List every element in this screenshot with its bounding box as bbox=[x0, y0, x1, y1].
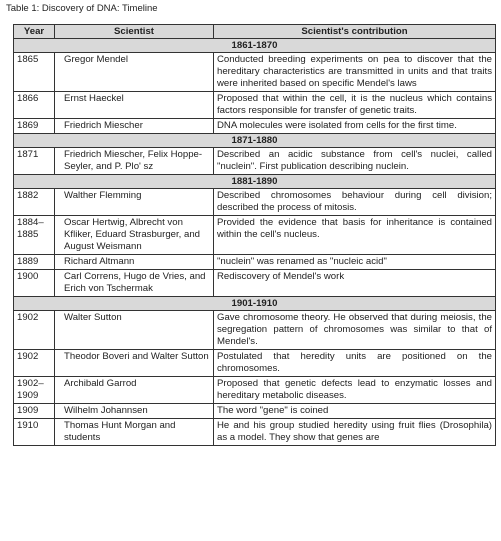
header-year: Year bbox=[14, 25, 55, 39]
period-row bbox=[14, 297, 496, 311]
period-row bbox=[14, 134, 496, 148]
year-cell: 1866 bbox=[14, 92, 55, 119]
scientist-cell: Richard Altmann bbox=[55, 255, 214, 270]
contribution-cell: The word "gene" is coined bbox=[214, 404, 496, 419]
table-row bbox=[14, 255, 496, 270]
contribution-cell: Proposed that within the cell, it is the nucleus which contains factors responsible for transfer of genetic traits. bbox=[214, 92, 496, 119]
period-label: 1861-1870 bbox=[14, 39, 496, 53]
scientist-cell: Oscar Hertwig, Albrecht von Kfliker, Eduard Strasburger, and August Weismann bbox=[55, 216, 214, 255]
scientist-cell: Archibald Garrod bbox=[55, 377, 214, 404]
year-cell: 1902 bbox=[14, 311, 55, 350]
table-row bbox=[14, 350, 496, 377]
period-row bbox=[14, 39, 496, 53]
scientist-cell: Wilhelm Johannsen bbox=[55, 404, 214, 419]
contribution-cell: Described chromosomes behaviour during cell division; described the process of mitosis. bbox=[214, 189, 496, 216]
period-label: 1901-1910 bbox=[14, 297, 496, 311]
table-row bbox=[14, 189, 496, 216]
scientist-cell: Walter Sutton bbox=[55, 311, 214, 350]
year-cell: 1900 bbox=[14, 270, 55, 297]
header-contribution: Scientist's contribution bbox=[214, 25, 496, 39]
table-body bbox=[14, 39, 496, 446]
contribution-cell: Gave chromosome theory. He observed that during meiosis, the segregation pattern of chromosomes was similar to that of Mendel's. bbox=[214, 311, 496, 350]
scientist-cell: Theodor Boveri and Walter Sutton bbox=[55, 350, 214, 377]
scientist-cell: Thomas Hunt Morgan and students bbox=[55, 419, 214, 446]
contribution-cell: DNA molecules were isolated from cells for the first time. bbox=[214, 119, 496, 134]
contribution-cell: Described an acidic substance from cell's nuclei, called "nuclein". First publication describing nuclein. bbox=[214, 148, 496, 175]
table-row bbox=[14, 404, 496, 419]
contribution-cell: "nuclein" was renamed as "nucleic acid" bbox=[214, 255, 496, 270]
header-row bbox=[14, 25, 496, 39]
table-row bbox=[14, 216, 496, 255]
contribution-cell: Rediscovery of Mendel's work bbox=[214, 270, 496, 297]
period-row bbox=[14, 175, 496, 189]
table-row bbox=[14, 311, 496, 350]
year-cell: 1869 bbox=[14, 119, 55, 134]
header-scientist: Scientist bbox=[55, 25, 214, 39]
scientist-cell: Ernst Haeckel bbox=[55, 92, 214, 119]
period-label: 1881-1890 bbox=[14, 175, 496, 189]
year-cell: 1910 bbox=[14, 419, 55, 446]
contribution-cell: Provided the evidence that basis for inheritance is contained within the cell's nucleus. bbox=[214, 216, 496, 255]
year-cell: 1909 bbox=[14, 404, 55, 419]
scientist-cell: Friedrich Miescher, Felix Hoppe-Seyler, and P. Plo' sz bbox=[55, 148, 214, 175]
table-row bbox=[14, 270, 496, 297]
table-row bbox=[14, 119, 496, 134]
period-label: 1871-1880 bbox=[14, 134, 496, 148]
table-row bbox=[14, 92, 496, 119]
table-header bbox=[14, 25, 496, 39]
contribution-cell: Postulated that heredity units are positioned on the chromosomes. bbox=[214, 350, 496, 377]
dna-timeline-table bbox=[13, 24, 496, 446]
table-row bbox=[14, 377, 496, 404]
table-row bbox=[14, 53, 496, 92]
contribution-cell: He and his group studied heredity using fruit flies (Drosophila) as a model. They show that genes are bbox=[214, 419, 496, 446]
year-cell: 1889 bbox=[14, 255, 55, 270]
year-cell: 1884–1885 bbox=[14, 216, 55, 255]
year-cell: 1882 bbox=[14, 189, 55, 216]
scientist-cell: Carl Correns, Hugo de Vries, and Erich von Tschermak bbox=[55, 270, 214, 297]
scientist-cell: Gregor Mendel bbox=[55, 53, 214, 92]
contribution-cell: Conducted breeding experiments on pea to discover that the hereditary characteristics are transmitted in units and that traits were inherited based on specific Mendel's laws bbox=[214, 53, 496, 92]
year-cell: 1902–1909 bbox=[14, 377, 55, 404]
table-row bbox=[14, 419, 496, 446]
year-cell: 1902 bbox=[14, 350, 55, 377]
contribution-cell: Proposed that genetic defects lead to enzymatic losses and hereditary metabolic diseases. bbox=[214, 377, 496, 404]
table-caption: Table 1: Discovery of DNA: Timeline bbox=[6, 3, 158, 14]
scientist-cell: Friedrich Miescher bbox=[55, 119, 214, 134]
scientist-cell: Walther Flemming bbox=[55, 189, 214, 216]
year-cell: 1865 bbox=[14, 53, 55, 92]
table-row bbox=[14, 148, 496, 175]
year-cell: 1871 bbox=[14, 148, 55, 175]
